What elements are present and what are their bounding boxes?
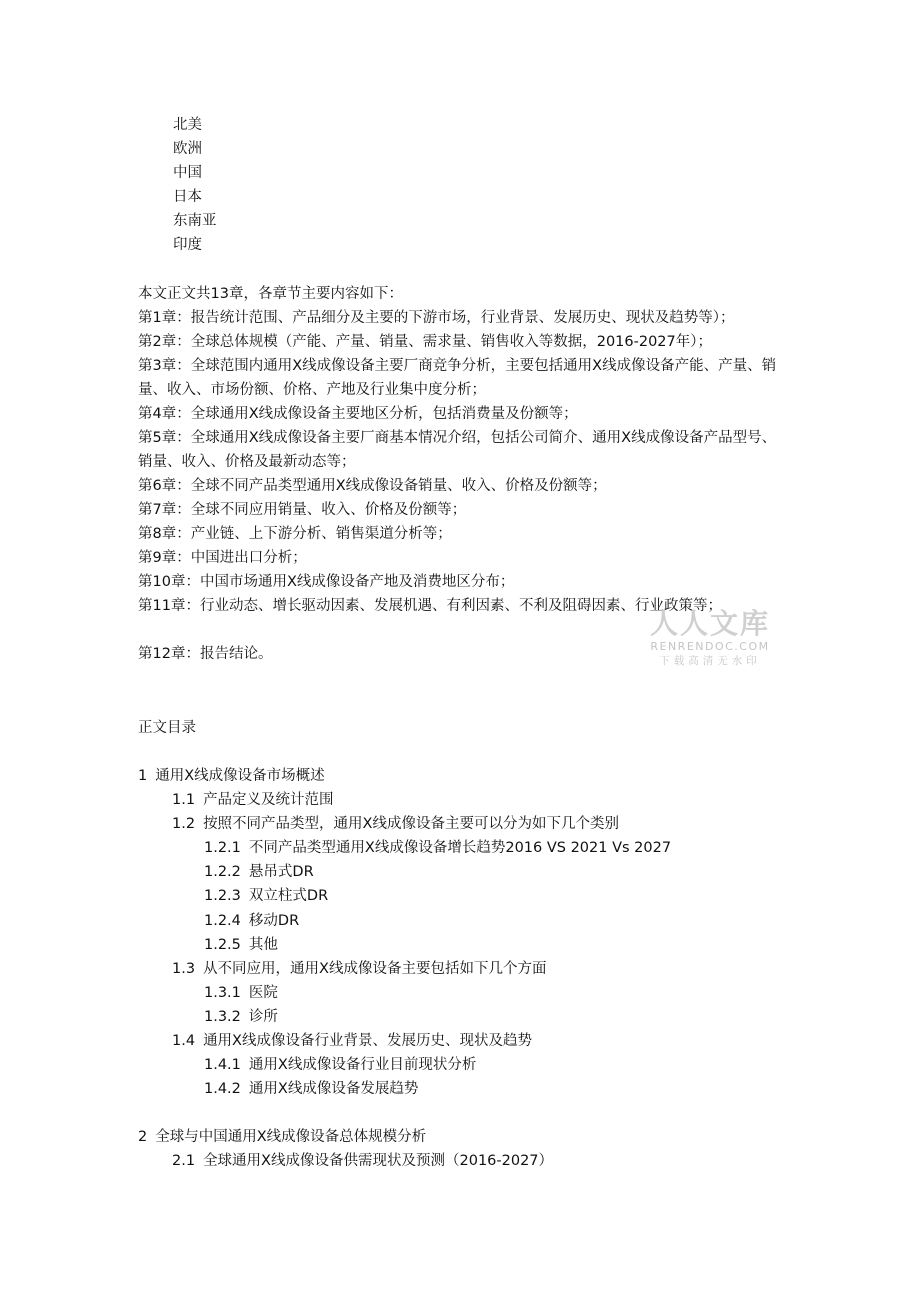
watermark-logo: 人人文库	[649, 607, 770, 640]
region-item: 日本	[173, 189, 202, 205]
region-item: 印度	[173, 237, 202, 253]
chapter-line: 第7章：全球不同应用销量、收入、价格及份额等；	[138, 502, 467, 518]
toc-entry: 1.4.2 通用X线成像设备发展趋势	[204, 1081, 419, 1098]
toc-entry: 1.2.4 移动DR	[204, 912, 300, 929]
toc-entry: 1.2.3 双立柱式DR	[204, 888, 329, 905]
chapter-line: 第9章：中国进出口分析；	[138, 550, 307, 566]
watermark-url: RENRENDOC.COM	[650, 640, 770, 653]
region-item: 中国	[173, 165, 202, 181]
chapter-line: 第11章：行业动态、增长驱动因素、发展机遇、有利因素、不利及阻碍因素、行业政策等；	[138, 598, 722, 614]
toc-entry: 1.4 通用X线成像设备行业背景、发展历史、现状及趋势	[172, 1033, 532, 1050]
toc-entry: 1.1 产品定义及统计范围	[172, 792, 334, 809]
chapter-line: 第12章：报告结论。	[138, 646, 273, 662]
region-item: 北美	[173, 117, 202, 133]
toc-entry: 2 全球与中国通用X线成像设备总体规模分析	[138, 1129, 427, 1146]
region-list	[173, 113, 217, 257]
toc-entry: 1.2.5 其他	[204, 936, 278, 953]
chapter-line: 第4章：全球通用X线成像设备主要地区分析，包括消费量及份额等；	[138, 406, 578, 422]
chapter-line: 第1章：报告统计范围、产品细分及主要的下游市场，行业背景、发展历史、现状及趋势等）；	[138, 310, 735, 326]
chapter-line: 第2章：全球总体规模（产能、产量、销量、需求量、销售收入等数据，2016-2027年）；	[138, 334, 713, 350]
watermark	[640, 608, 780, 668]
region-item: 欧洲	[173, 141, 202, 157]
region-item: 东南亚	[173, 213, 217, 229]
toc-entry: 1 通用X线成像设备市场概述	[138, 768, 325, 784]
toc-entry: 1.2.2 悬吊式DR	[204, 864, 314, 881]
toc-entry: 1.3 从不同应用，通用X线成像设备主要包括如下几个方面	[172, 960, 547, 977]
toc-entry: 1.3.2 诊所	[204, 1008, 278, 1025]
toc-entry: 1.2 按照不同产品类型，通用X线成像设备主要可以分为如下几个类别	[172, 816, 619, 833]
chapter-line: 第3章：全球范围内通用X线成像设备主要厂商竞争分析，主要包括通用X线成像设备产能、产量、销量、收入、市场份额、价格、产地及行业集中度分析；	[138, 358, 777, 398]
toc-entry: 1.4.1 通用X线成像设备行业目前现状分析	[204, 1057, 477, 1074]
intro-text: 本文正文共13章，各章节主要内容如下：	[138, 286, 403, 302]
toc-entry: 1.3.1 医院	[204, 984, 278, 1001]
chapter-line: 第8章：产业链、上下游分析、销售渠道分析等；	[138, 526, 452, 542]
chapter-line: 第5章：全球通用X线成像设备主要厂商基本情况介绍，包括公司简介、通用X线成像设备产品型号、销量、收入、价格及最新动态等；	[138, 430, 777, 470]
toc-entry: 2.1 全球通用X线成像设备供需现状及预测（2016-2027）	[172, 1153, 554, 1170]
watermark-subtitle: 下载高清无水印	[659, 655, 761, 667]
toc-heading: 正文目录	[138, 720, 196, 736]
table-of-contents	[138, 764, 838, 1174]
chapter-line: 第10章：中国市场通用X线成像设备产地及消费地区分布；	[138, 574, 515, 590]
chapter-line: 第6章：全球不同产品类型通用X线成像设备销量、收入、价格及份额等；	[138, 478, 607, 494]
toc-entry: 1.2.1 不同产品类型通用X线成像设备增长趋势2016 VS 2021 Vs 2027	[204, 840, 672, 857]
